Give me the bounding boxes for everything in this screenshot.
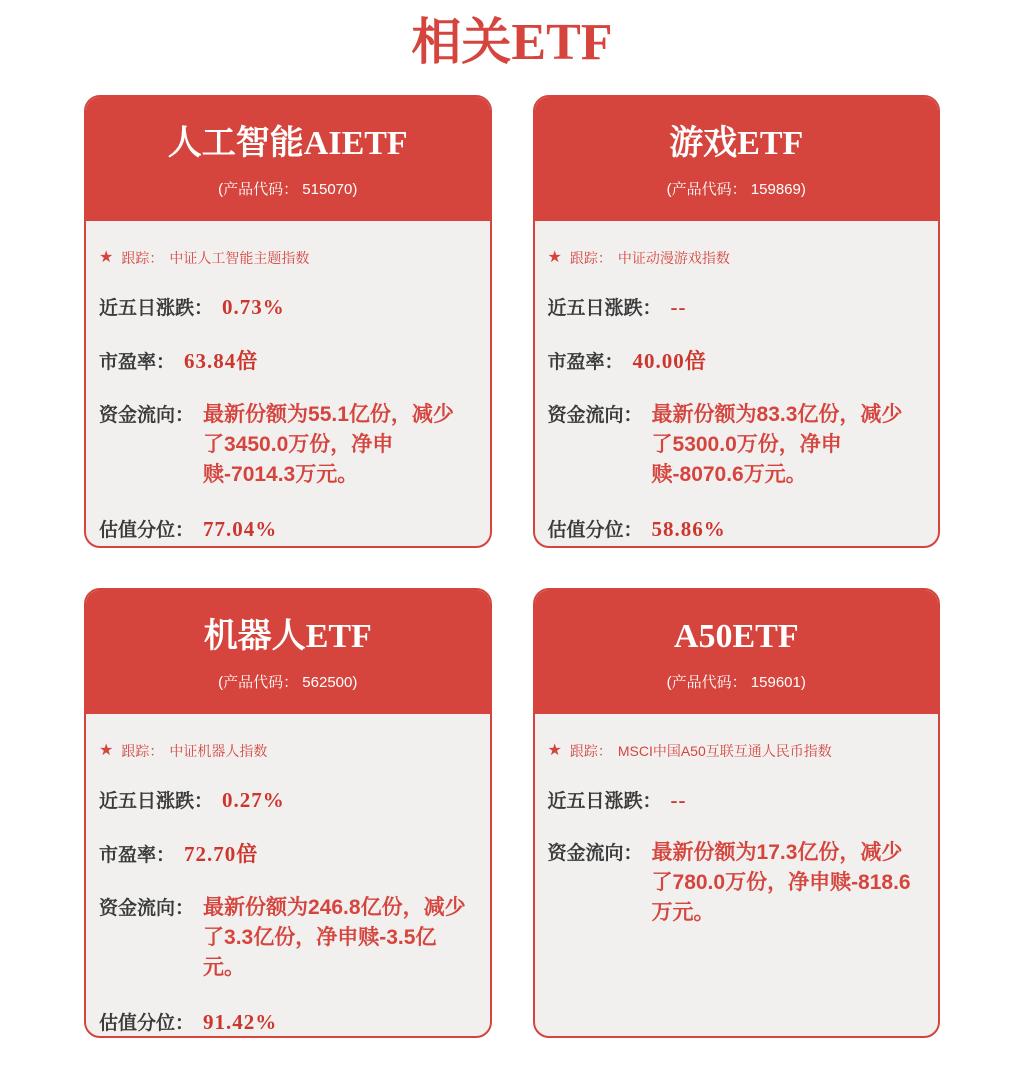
tracking-index-line [99, 741, 472, 761]
pe-ratio-label: 市盈率： [99, 351, 176, 373]
tracking-index-name: MSCI中国A50互联互通人民币指数 [617, 742, 832, 759]
valuation-percentile-value: 91.42% [203, 1009, 278, 1034]
tracking-index-name: 中证机器人指数 [169, 742, 268, 759]
page-title [0, 0, 1024, 71]
pe-ratio-row [548, 345, 921, 375]
valuation-percentile-label: 估值分位： [99, 1012, 195, 1034]
tracking-label: 跟踪： [569, 742, 612, 759]
five-day-change-label: 近五日涨跌： [547, 297, 662, 319]
pe-ratio-label: 市盈率： [99, 844, 176, 866]
etf-card-body [535, 714, 939, 946]
etf-card-body [535, 221, 939, 549]
etf-card-robot [84, 588, 492, 1038]
etf-card-header [535, 590, 939, 713]
fund-flow-label: 资金流向： [99, 404, 195, 426]
etf-name [96, 618, 480, 655]
pe-ratio-label: 市盈率： [547, 351, 624, 373]
valuation-percentile-row [548, 515, 921, 542]
page-title-zh: 相关 [411, 14, 512, 70]
five-day-change-label: 近五日涨跌： [99, 297, 214, 319]
etf-product-code: (产品代码： 159869) [666, 180, 806, 198]
etf-name-zh: 人工智能 [167, 124, 304, 163]
etf-name-en: A50ETF [673, 618, 799, 656]
five-day-change-value: -- [670, 294, 687, 319]
etf-product-code: (产品代码： 159601) [666, 673, 806, 691]
etf-name-zh: 机器人 [203, 617, 306, 656]
etf-product-code: (产品代码： 515070) [218, 180, 358, 198]
tracking-label: 跟踪： [121, 249, 164, 266]
etf-name-en: AIETF [303, 125, 408, 163]
pe-ratio-row [99, 345, 472, 375]
five-day-change-value: 0.27% [222, 787, 285, 812]
fund-flow-row [548, 400, 921, 490]
five-day-change-row [548, 786, 921, 813]
etf-card-header [535, 97, 939, 220]
etf-name-en: ETF [305, 618, 372, 656]
etf-name [545, 618, 929, 655]
valuation-percentile-label: 估值分位： [99, 519, 195, 541]
etf-product-code: (产品代码： 562500) [218, 673, 358, 691]
tracking-label: 跟踪： [121, 742, 164, 759]
etf-card-game [533, 95, 941, 548]
pe-ratio-value: 40.00 [632, 348, 685, 373]
tracking-label: 跟踪： [569, 249, 612, 266]
etf-card-body [86, 714, 490, 1039]
etf-name-zh: 游戏 [669, 124, 738, 163]
etf-name-en: ETF [737, 125, 804, 163]
star-icon: ★ [547, 248, 562, 266]
fund-flow-text: 最新份额为83.3亿份，减少了5300.0万份，净申赎-8070.6万元。 [651, 402, 903, 486]
fund-flow-row [548, 838, 921, 928]
five-day-change-value: -- [670, 787, 687, 812]
fund-flow-label: 资金流向： [547, 404, 643, 426]
five-day-change-value: 0.73% [222, 294, 285, 319]
five-day-change-row [99, 786, 472, 813]
pe-ratio-value: 72.70 [184, 841, 237, 866]
five-day-change-row [548, 293, 921, 320]
tracking-index-line [99, 248, 472, 268]
star-icon: ★ [99, 741, 114, 759]
pe-ratio-value: 63.84 [184, 348, 237, 373]
valuation-percentile-row [99, 1008, 472, 1035]
tracking-index-name: 中证人工智能主题指数 [169, 249, 310, 266]
valuation-percentile-value: 58.86% [651, 516, 726, 541]
etf-card-ai [84, 95, 492, 548]
five-day-change-label: 近五日涨跌： [99, 790, 214, 812]
etf-card-header [86, 97, 490, 220]
etf-card-body [86, 221, 490, 549]
fund-flow-text: 最新份额为17.3亿份，减少了780.0万份，净申赎-818.6万元。 [651, 840, 911, 924]
fund-flow-label: 资金流向： [547, 842, 643, 864]
tracking-index-name: 中证动漫游戏指数 [617, 249, 730, 266]
pe-ratio-unit: 倍 [236, 842, 258, 866]
tracking-index-line [548, 741, 921, 761]
valuation-percentile-value: 77.04% [203, 516, 278, 541]
valuation-percentile-row [99, 515, 472, 542]
etf-card-a50 [533, 588, 941, 1038]
fund-flow-text: 最新份额为55.1亿份，减少了3450.0万份，净申赎-7014.3万元。 [203, 402, 454, 486]
star-icon: ★ [547, 741, 562, 759]
pe-ratio-unit: 倍 [684, 349, 706, 373]
page-title-en: ETF [511, 14, 613, 71]
star-icon: ★ [99, 248, 114, 266]
valuation-percentile-label: 估值分位： [547, 519, 643, 541]
etf-name [96, 125, 480, 162]
fund-flow-label: 资金流向： [99, 897, 195, 919]
fund-flow-row [99, 893, 472, 983]
etf-card-header [86, 590, 490, 713]
tracking-index-line [548, 248, 921, 268]
fund-flow-text: 最新份额为246.8亿份，减少了3.3亿份，净申赎-3.5亿元。 [203, 895, 466, 979]
etf-name [545, 125, 929, 162]
five-day-change-label: 近五日涨跌： [547, 790, 662, 812]
pe-ratio-row [99, 838, 472, 868]
pe-ratio-unit: 倍 [236, 349, 258, 373]
five-day-change-row [99, 293, 472, 320]
etf-cards-grid [84, 95, 940, 1038]
fund-flow-row [99, 400, 472, 490]
